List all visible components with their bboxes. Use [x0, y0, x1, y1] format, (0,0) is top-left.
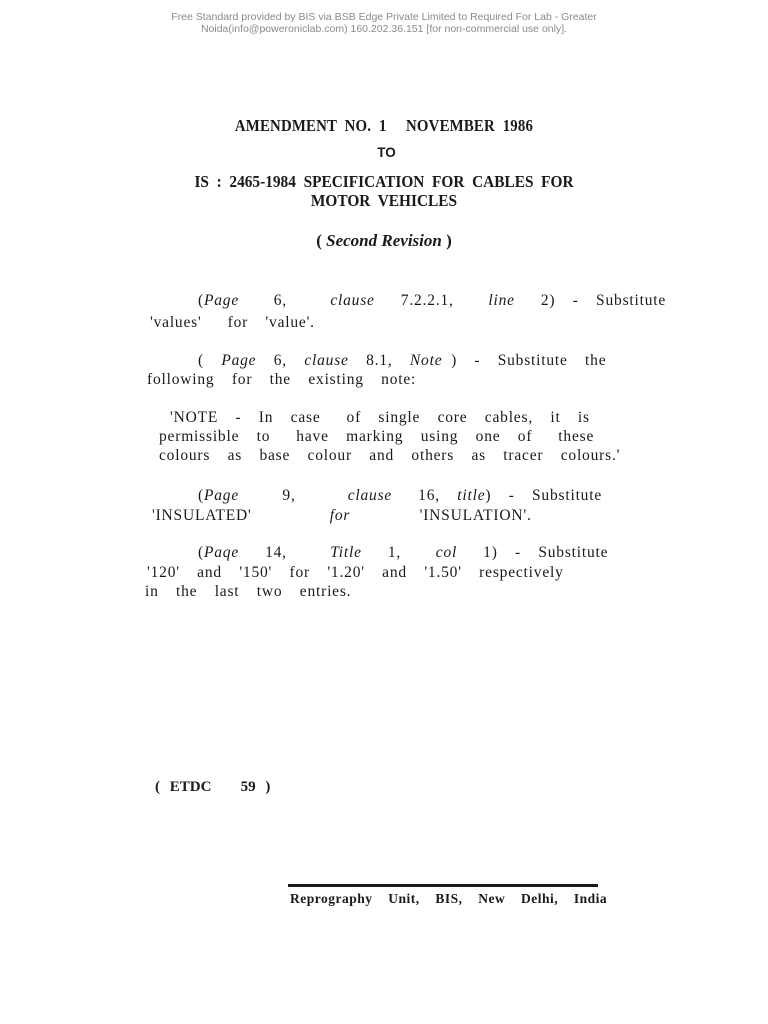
page-word: Page: [221, 352, 257, 369]
substitute-action: ) - Substitute: [485, 487, 603, 504]
banner-line-1: Free Standard provided by BIS via BSB Edge Private Limited to Required For Lab - Greater: [171, 11, 597, 23]
note-line-1: 'NOTE - In case of single core cables, it is: [170, 409, 590, 426]
amendment-item-4-line-2: '120' and '150' for '1.20' and '1.50' respectively: [147, 564, 564, 581]
clause-word: clause: [347, 487, 393, 504]
amendment-item-2: ( Page 6, clause 8.1, Note ) - Substitute the: [198, 352, 607, 369]
clause-number: 7.2.2.1,: [400, 292, 454, 309]
page-number: 6,: [273, 292, 287, 309]
line-number: 2): [540, 292, 556, 309]
line-word: line: [488, 292, 515, 309]
old-term: 'INSULATED': [152, 507, 252, 524]
substitute-action: ) - Substitute the: [451, 352, 607, 369]
page-word: Page: [203, 487, 240, 504]
amendment-item-1: (Page 6, clause 7.2.2.1, line 2) - Substitute: [198, 292, 667, 309]
clause-word: clause: [304, 352, 349, 369]
table-word: Title: [330, 544, 362, 561]
amendment-item-3-line-2: [152, 506, 532, 525]
download-banner: [0, 11, 768, 35]
page-number: 6,: [273, 352, 287, 369]
standard-title-line-1: IS : 2465-1984 SPECIFICATION FOR CABLES FOR: [194, 172, 574, 191]
col-word: col: [435, 544, 458, 561]
footer-rule: [288, 884, 598, 887]
amendment-item-2-line-2: following for the existing note:: [147, 371, 417, 388]
table-number: 1,: [387, 544, 402, 561]
amendment-title: AMENDMENT NO. 1 NOVEMBER 1986: [234, 116, 534, 135]
page-number: 9,: [282, 487, 296, 504]
substitute-action: - Substitute: [572, 292, 667, 309]
clause-number: 16,: [418, 487, 440, 504]
revision-text: Second Revision: [326, 231, 442, 250]
for-word: for: [329, 507, 351, 524]
amendment-item-3: (Page 9, clause 16, title) - Substitute: [198, 487, 603, 504]
to-label: TO: [377, 145, 396, 160]
amendment-heading: [0, 116, 768, 210]
committee-reference: ( ETDC 59 ): [155, 779, 271, 795]
amendment-item-1-line-2: 'values' for 'value'.: [150, 314, 315, 331]
clause-number: 8.1,: [366, 352, 393, 369]
new-term: 'INSULATION'.: [419, 507, 532, 524]
amendment-item-4-line-3: in the last two entries.: [145, 583, 352, 600]
page-number: 14,: [265, 544, 287, 561]
clause-word: clause: [330, 292, 375, 309]
page-word: Paqe: [203, 544, 240, 561]
page-word: Page: [203, 292, 240, 309]
standard-title-line-2: MOTOR VEHICLES: [310, 191, 458, 210]
title-word: title: [457, 487, 486, 504]
footer-imprint: Reprography Unit, BIS, New Delhi, India: [290, 891, 608, 906]
note-line-3: colours as base colour and others as tracer colours.': [159, 447, 621, 464]
banner-line-2: Noida(info@poweroniclab.com) 160.202.36.151 [for non-commercial use only].: [200, 23, 568, 35]
substitute-action: - Substitute: [515, 544, 609, 561]
note-word: Note: [409, 352, 443, 369]
revision-subtitle: ( Second Revision ): [316, 231, 452, 250]
col-number: 1): [483, 544, 498, 561]
amendment-item-4: (Paqe 14, Title 1, col 1) - Substitute: [198, 544, 609, 561]
note-line-2: permissible to have marking using one of these: [159, 428, 595, 445]
